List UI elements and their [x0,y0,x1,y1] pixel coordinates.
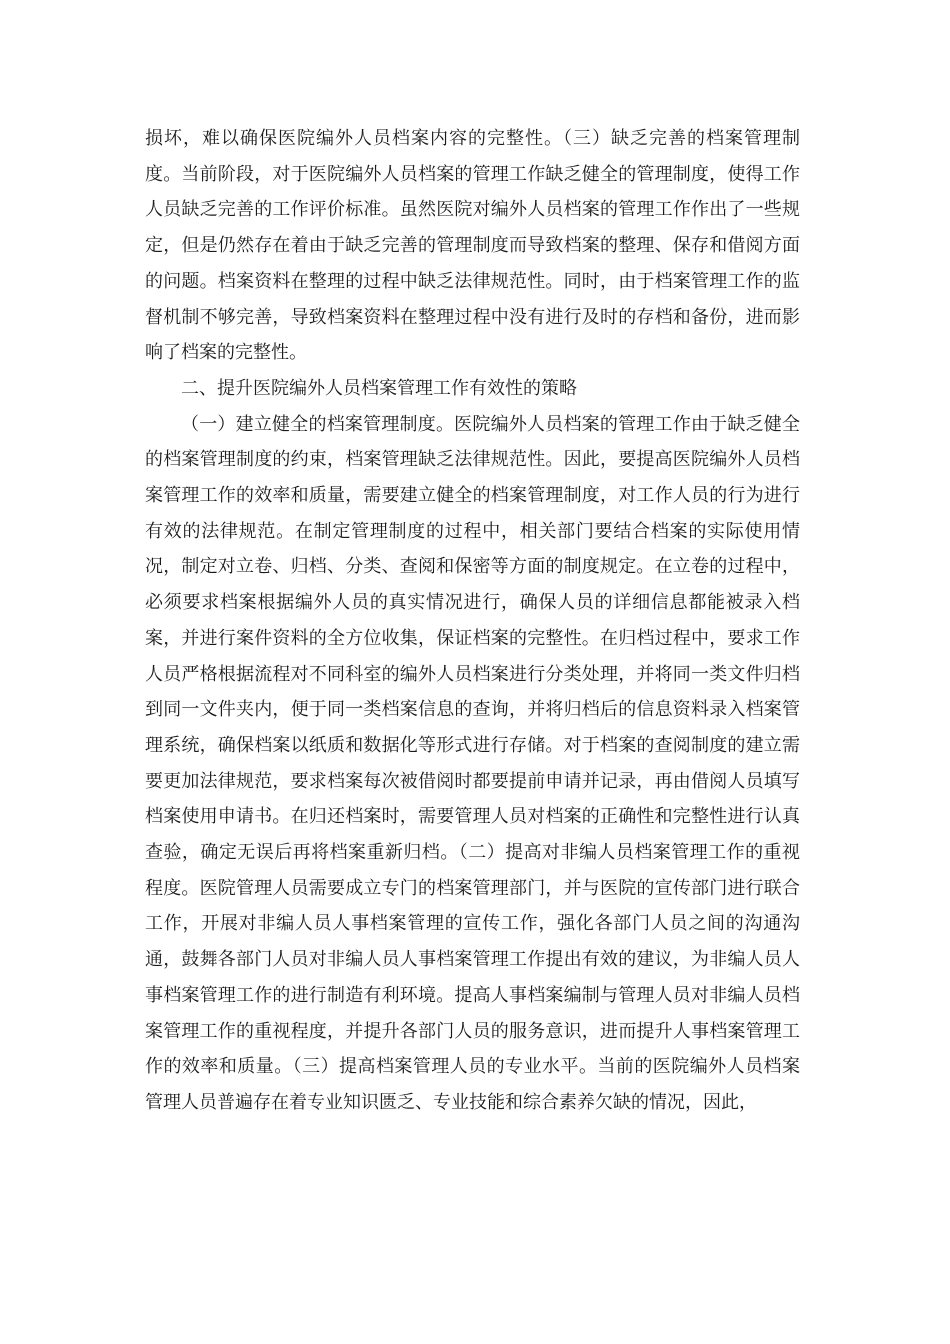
body-paragraph-1: 损坏，难以确保医院编外人员档案内容的完整性。（三）缺乏完善的档案管理制度。当前阶段，对于医院编外人员档案的管理工作缺乏健全的管理制度，使得工作人员缺乏完善的工作评价标准。虽然医院对编外人员档案的管理工作作出了一些规定，但是仍然存在着由于缺乏完善的管理制度而导致档案的整理、保存和借阅方面的问题。档案资料在整理的过程中缺乏法律规范性。同时，由于档案管理工作的监督机制不够完善，导致档案资料在整理过程中没有进行及时的存档和备份，进而影响了档案的完整性。 [145,128,800,364]
document-body [145,121,800,1121]
body-paragraph-2: （一）建立健全的档案管理制度。医院编外人员档案的管理工作由于缺乏健全的档案管理制度的约束，档案管理缺乏法律规范性。因此，要提高医院编外人员档案管理工作的效率和质量，需要建立健全的档案管理制度，对工作人员的行为进行有效的法律规范。在制定管理制度的过程中，相关部门要结合档案的实际使用情况，制定对立卷、归档、分类、查阅和保密等方面的制度规定。在立卷的过程中，必须要求档案根据编外人员的真实情况进行，确保人员的详细信息都能被录入档案，并进行案件资料的全方位收集，保证档案的完整性。在归档过程中，要求工作人员严格根据流程对不同科室的编外人员档案进行分类处理，并将同一类文件归档到同一文件夹内，便于同一类档案信息的查询，并将归档后的信息资料录入档案管理系统，确保档案以纸质和数据化等形式进行存储。对于档案的查阅制度的建立需要更加法律规范，要求档案每次被借阅时都要提前申请并记录，再由借阅人员填写档案使用申请书。在归还档案时，需要管理人员对档案的正确性和完整性进行认真查验，确定无误后再将档案重新归档。（二）提高对非编人员档案管理工作的重视程度。医院管理人员需要成立专门的档案管理部门，并与医院的宣传部门进行联合工作，开展对非编人员人事档案管理的宣传工作，强化各部门人员之间的沟通沟通，鼓舞各部门人员对非编人员人事档案管理工作提出有效的建议，为非编人员人事档案管理工作的进行制造有利环境。提高人事档案编制与管理人员对非编人员档案管理工作的重视程度，并提升各部门人员的服务意识，进而提升人事档案管理工作的效率和质量。（三）提高档案管理人员的专业水平。当前的医院编外人员档案管理人员普遍存在着专业知识匮乏、专业技能和综合素养欠缺的情况，因此， [145,413,800,1113]
section-heading: 二、提升医院编外人员档案管理工作有效性的策略 [181,377,577,399]
